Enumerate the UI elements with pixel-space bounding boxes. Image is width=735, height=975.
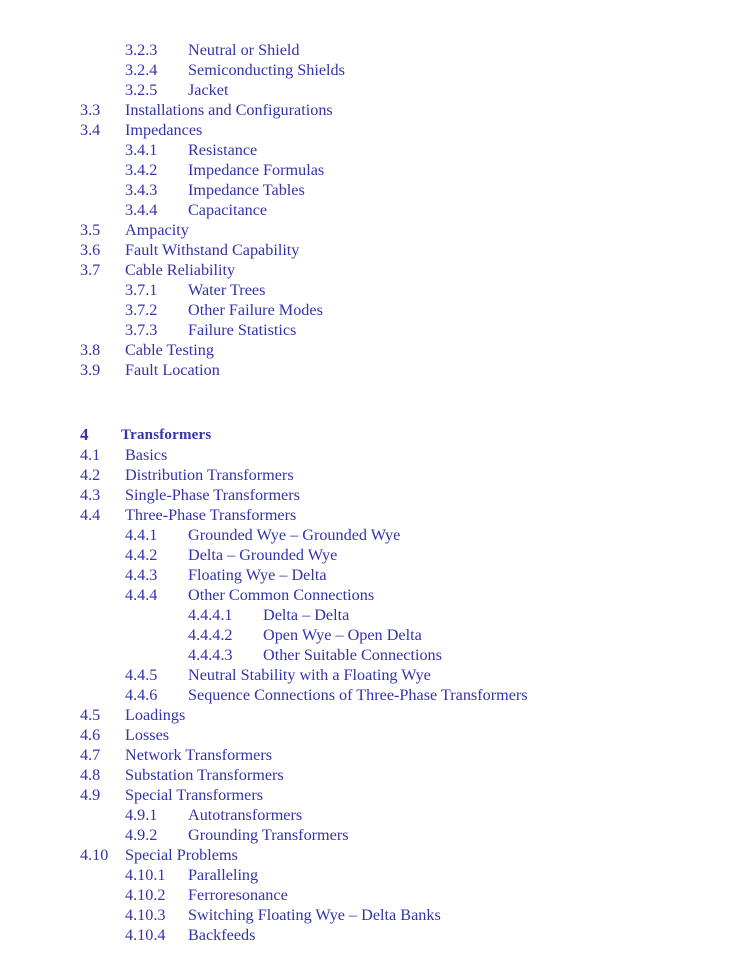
toc-entry-title: Capacitance bbox=[188, 201, 268, 219]
toc-entry-number: 3.4.2 bbox=[125, 161, 158, 179]
toc-entry-number: 3.7 bbox=[80, 261, 101, 279]
toc-entry-number: 3.3 bbox=[80, 101, 101, 119]
toc-entry-title: Neutral or Shield bbox=[188, 41, 300, 59]
toc-entry-title: Losses bbox=[125, 726, 170, 744]
toc-entry-title: Water Trees bbox=[188, 281, 266, 299]
toc-entry-title: Failure Statistics bbox=[188, 321, 297, 339]
toc-entry-title: Impedances bbox=[125, 121, 203, 139]
toc-entry-number: 3.7.1 bbox=[125, 281, 158, 299]
toc-entry-title: Delta – Grounded Wye bbox=[188, 546, 338, 564]
toc-entry-number: 4.9.1 bbox=[125, 806, 158, 824]
toc-entry-title: Special Problems bbox=[125, 846, 238, 864]
toc-entry-title: Ferroresonance bbox=[188, 886, 288, 904]
toc-entry-title: Impedance Tables bbox=[188, 181, 305, 199]
toc-entry-number: 4.4.4.2 bbox=[188, 626, 233, 644]
toc-entry-title: Open Wye – Open Delta bbox=[263, 626, 422, 644]
toc-entry-title: Grounding Transformers bbox=[188, 826, 349, 844]
toc-entry-title: Other Suitable Connections bbox=[263, 646, 442, 664]
toc-entry-number: 4.6 bbox=[80, 726, 101, 744]
toc-entry-number: 3.2.3 bbox=[125, 41, 158, 59]
toc-entry-number: 3.4.3 bbox=[125, 181, 158, 199]
toc-entry-number: 3.6 bbox=[80, 241, 101, 259]
toc-entry-number: 4.10.1 bbox=[125, 866, 166, 884]
toc-entry-title: Switching Floating Wye – Delta Banks bbox=[188, 906, 441, 924]
toc-entry-title: Semiconducting Shields bbox=[188, 61, 345, 79]
toc-entry-title: Sequence Connections of Three-Phase Transformers bbox=[188, 686, 528, 704]
toc-entry-number: 3.2.4 bbox=[125, 61, 158, 79]
toc-entry-number: 3.9 bbox=[80, 361, 101, 379]
toc-entry-number: 3.8 bbox=[80, 341, 101, 359]
toc-entry-title: Single-Phase Transformers bbox=[125, 486, 300, 504]
toc-entry-title: Autotransformers bbox=[188, 806, 303, 824]
toc-entry-number: 3.7.2 bbox=[125, 301, 158, 319]
toc-entry-title: Installations and Configurations bbox=[125, 101, 333, 119]
toc-entry-number: 4.4.6 bbox=[125, 686, 158, 704]
toc-entry-number: 4.4.4 bbox=[125, 586, 158, 604]
toc-entry-title: Basics bbox=[125, 446, 168, 464]
toc-entry-title: Paralleling bbox=[188, 866, 259, 884]
toc-entry-number: 4.10.4 bbox=[125, 926, 166, 944]
toc-entry-number: 4.4.2 bbox=[125, 546, 158, 564]
toc-entry-number: 3.2.5 bbox=[125, 81, 158, 99]
toc-entry-title: Resistance bbox=[188, 141, 258, 159]
toc-entry-number: 4.4 bbox=[80, 506, 101, 524]
toc-entry-title: Other Common Connections bbox=[188, 586, 375, 604]
toc-entry-number: 4.9.2 bbox=[125, 826, 158, 844]
toc-entry-number: 4.10.2 bbox=[125, 886, 166, 904]
toc-entry-title: Special Transformers bbox=[125, 786, 264, 804]
toc-entry-title: Network Transformers bbox=[125, 746, 273, 764]
toc-entry-number: 4.5 bbox=[80, 706, 101, 724]
toc-entry-number: 4.1 bbox=[80, 446, 101, 464]
toc-entry-title: Ampacity bbox=[125, 221, 189, 239]
toc-entry-number: 4.4.4.1 bbox=[188, 606, 233, 624]
toc-entry-title: Cable Testing bbox=[125, 341, 214, 359]
toc-entry-number: 3.4.4 bbox=[125, 201, 158, 219]
toc-entry-number: 4.9 bbox=[80, 786, 101, 804]
toc-entry-title: Other Failure Modes bbox=[188, 301, 323, 319]
toc-entry-number: 3.7.3 bbox=[125, 321, 158, 339]
toc-entry-title: Fault Location bbox=[125, 361, 220, 379]
toc-entry-title: Impedance Formulas bbox=[188, 161, 325, 179]
toc-entry-title: Loadings bbox=[125, 706, 186, 724]
toc-entry-title: Backfeeds bbox=[188, 926, 256, 944]
toc-entry-number: 4.4.4.3 bbox=[188, 646, 233, 664]
toc-entry-title: Substation Transformers bbox=[125, 766, 284, 784]
toc-entry-title: Three-Phase Transformers bbox=[125, 506, 297, 524]
toc-entry-title: Transformers bbox=[121, 427, 212, 443]
toc-entry-number: 4.10.3 bbox=[125, 906, 166, 924]
toc-entry-number: 3.4 bbox=[80, 121, 101, 139]
toc-entry-title: Delta – Delta bbox=[263, 606, 350, 624]
toc-entry-number: 4 bbox=[80, 425, 89, 444]
toc-entry-number: 4.3 bbox=[80, 486, 101, 504]
toc-entry-title: Fault Withstand Capability bbox=[125, 241, 300, 259]
toc-entry-number: 4.10 bbox=[80, 846, 109, 864]
toc-entry-title: Distribution Transformers bbox=[125, 466, 294, 484]
toc-entry-number: 4.4.3 bbox=[125, 566, 158, 584]
toc-entry-title: Grounded Wye – Grounded Wye bbox=[188, 526, 401, 544]
toc-entry-number: 4.7 bbox=[80, 746, 101, 764]
toc-entry-number: 4.8 bbox=[80, 766, 101, 784]
toc-entry-number: 3.4.1 bbox=[125, 141, 158, 159]
toc-entry-title: Jacket bbox=[188, 81, 229, 99]
toc-entry-number: 4.4.5 bbox=[125, 666, 158, 684]
toc-entry-number: 3.5 bbox=[80, 221, 101, 239]
toc-entry-title: Floating Wye – Delta bbox=[188, 566, 327, 584]
toc-entry-number: 4.2 bbox=[80, 466, 101, 484]
toc-entry-title: Cable Reliability bbox=[125, 261, 236, 279]
toc-entry-title: Neutral Stability with a Floating Wye bbox=[188, 666, 431, 684]
toc-entry-number: 4.4.1 bbox=[125, 526, 158, 544]
